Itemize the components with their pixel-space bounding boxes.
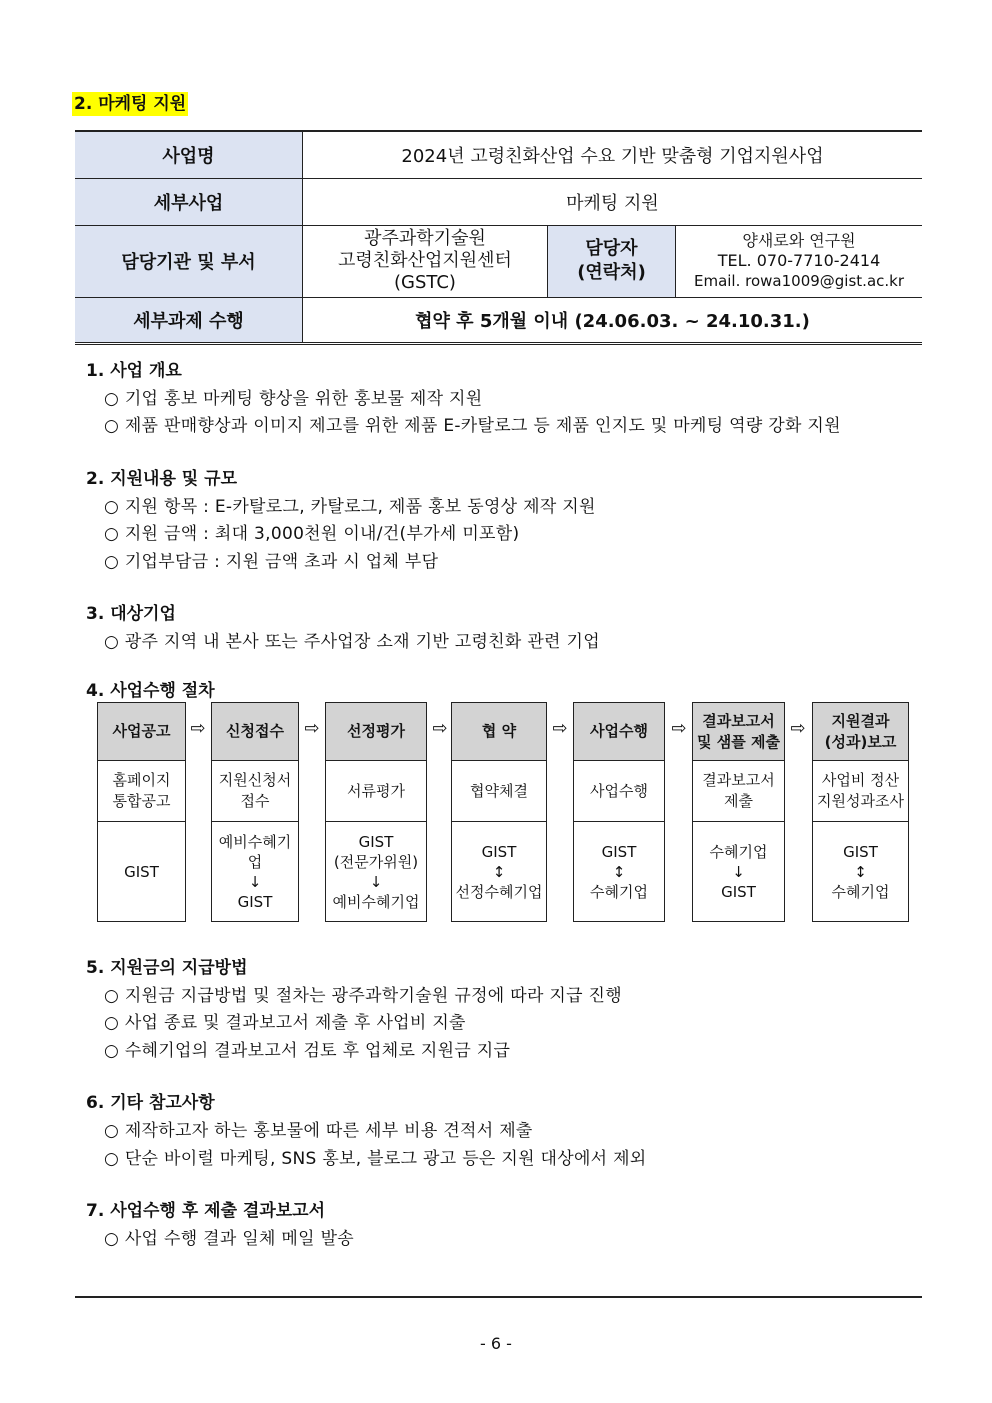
heading-support-content: 2. 지원내용 및 규모 [86,469,237,489]
flow-step-6-desc: 결과보고서 제출 [693,761,784,822]
heading-target: 3. 대상기업 [86,604,176,624]
value-department [303,225,548,297]
heading-payment: 5. 지원금의 지급방법 [86,958,248,978]
target-item-1: ○ 광주 지역 내 본사 또는 주사업장 소재 기반 고령친화 관련 기업 [104,632,600,652]
payment-item-1: ○ 지원금 지급방법 및 절차는 광주과학기술원 규정에 따라 지급 진행 [104,986,622,1006]
value-project-name: 2024년 고령친화산업 수요 기반 맞춤형 기업지원사업 [303,131,923,178]
project-info-table [75,130,922,345]
flow-step-1-actor: GIST [124,862,159,881]
value-duration: 협약 후 5개월 이내 (24.06.03. ~ 24.10.31.) [303,297,923,343]
flow-step-6-title: 결과보고서 및 샘플 제출 [693,703,784,761]
payment-item-3: ○ 수혜기업의 결과보고서 검토 후 업체로 지원금 지급 [104,1041,511,1061]
section-title: 2. 마케팅 지원 [74,94,187,114]
flow-arrow-3: ⇨ [432,718,448,739]
org-line-1: 광주과학기술원 [364,228,486,249]
report-item-1: ○ 사업 수행 결과 일체 메일 발송 [104,1229,355,1249]
flow-step-4-title: 협 약 [452,703,546,761]
support-item-2: ○ 지원 금액 : 최대 3,000천원 이내/건(부가세 미포함) [104,524,520,544]
notes-item-1: ○ 제작하고자 하는 홍보물에 따른 세부 비용 견적서 제출 [104,1121,533,1141]
flow-step-6-actor: 수혜기업 ↓ GIST [709,842,768,901]
flow-step-2-actor: 예비수혜기업 ↓ GIST [218,832,292,911]
flow-step-7-desc: 사업비 정산 지원성과조사 [813,761,908,822]
label-project-name: 사업명 [75,131,303,178]
flow-step-2-desc: 지원신청서 접수 [212,761,298,822]
flow-step-1-title: 사업공고 [98,703,185,761]
overview-item-2: ○ 제품 판매향상과 이미지 제고를 위한 제품 E-카탈로그 등 제품 인지도 및 마케팅 역량 강화 지원 [104,416,841,436]
flow-step-4 [451,702,547,922]
flow-step-3 [325,702,427,922]
flow-arrow-4: ⇨ [552,718,568,739]
flow-step-2 [211,702,299,922]
label-manager [548,225,676,297]
flow-step-3-actor: GIST (전문가위원) ↓ 예비수혜기업 [332,832,420,911]
notes-item-2: ○ 단순 바이럴 마케팅, SNS 홍보, 블로그 광고 등은 지원 대상에서 제외 [104,1149,647,1169]
manager-label-1: 담당자 [585,238,638,259]
page-number: - 6 - [480,1334,512,1353]
label-duration: 세부과제 수행 [75,297,303,343]
contact-tel: TEL. 070-7710-2414 [717,251,881,270]
flow-step-5-desc: 사업수행 [574,761,664,822]
flow-arrow-1: ⇨ [190,718,206,739]
flow-step-5-title: 사업수행 [574,703,664,761]
flow-step-4-desc: 협약체결 [452,761,546,822]
manager-label-2: (연락처) [577,262,646,283]
flow-step-7-title: 지원결과 (성과)보고 [813,703,908,761]
heading-notes: 6. 기타 참고사항 [86,1093,215,1113]
contact-email: Email. rowa1009@gist.ac.kr [693,272,904,290]
org-line-2: 고령친화산업지원센터 [338,250,512,271]
value-contact [676,225,923,297]
label-sub-project: 세부사업 [75,178,303,225]
heading-procedure: 4. 사업수행 절차 [86,681,215,701]
overview-item-1: ○ 기업 홍보 마케팅 향상을 위한 홍보물 제작 지원 [104,389,483,409]
flow-step-5 [573,702,665,922]
flow-step-2-title: 신청접수 [212,703,298,761]
flow-arrow-5: ⇨ [671,718,687,739]
flow-arrow-6: ⇨ [790,718,806,739]
flow-step-3-desc: 서류평가 [326,761,426,822]
heading-overview: 1. 사업 개요 [86,361,182,381]
flow-step-4-actor: GIST ↕ 선정수혜기업 [455,842,543,901]
flow-step-3-title: 선정평가 [326,703,426,761]
flow-step-5-actor: GIST ↕ 수혜기업 [590,842,648,901]
support-item-1: ○ 지원 항목 : E-카탈로그, 카탈로그, 제품 홍보 동영상 제작 지원 [104,497,596,517]
flow-step-7 [812,702,909,922]
heading-report: 7. 사업수행 후 제출 결과보고서 [86,1201,326,1221]
footer-divider [75,1296,922,1298]
value-sub-project: 마케팅 지원 [303,178,923,225]
label-department: 담당기관 및 부서 [75,225,303,297]
flow-step-7-actor: GIST ↕ 수혜기업 [831,842,890,901]
payment-item-2: ○ 사업 종료 및 결과보고서 제출 후 사업비 지출 [104,1013,466,1033]
flow-step-1-desc: 홈페이지 통합공고 [98,761,185,822]
contact-name: 양새로와 연구원 [742,231,856,250]
org-line-3: (GSTC) [394,272,456,293]
support-item-3: ○ 기업부담금 : 지원 금액 초과 시 업체 부담 [104,552,439,572]
flow-arrow-2: ⇨ [304,718,320,739]
flow-step-1 [97,702,186,922]
flow-step-6 [692,702,785,922]
